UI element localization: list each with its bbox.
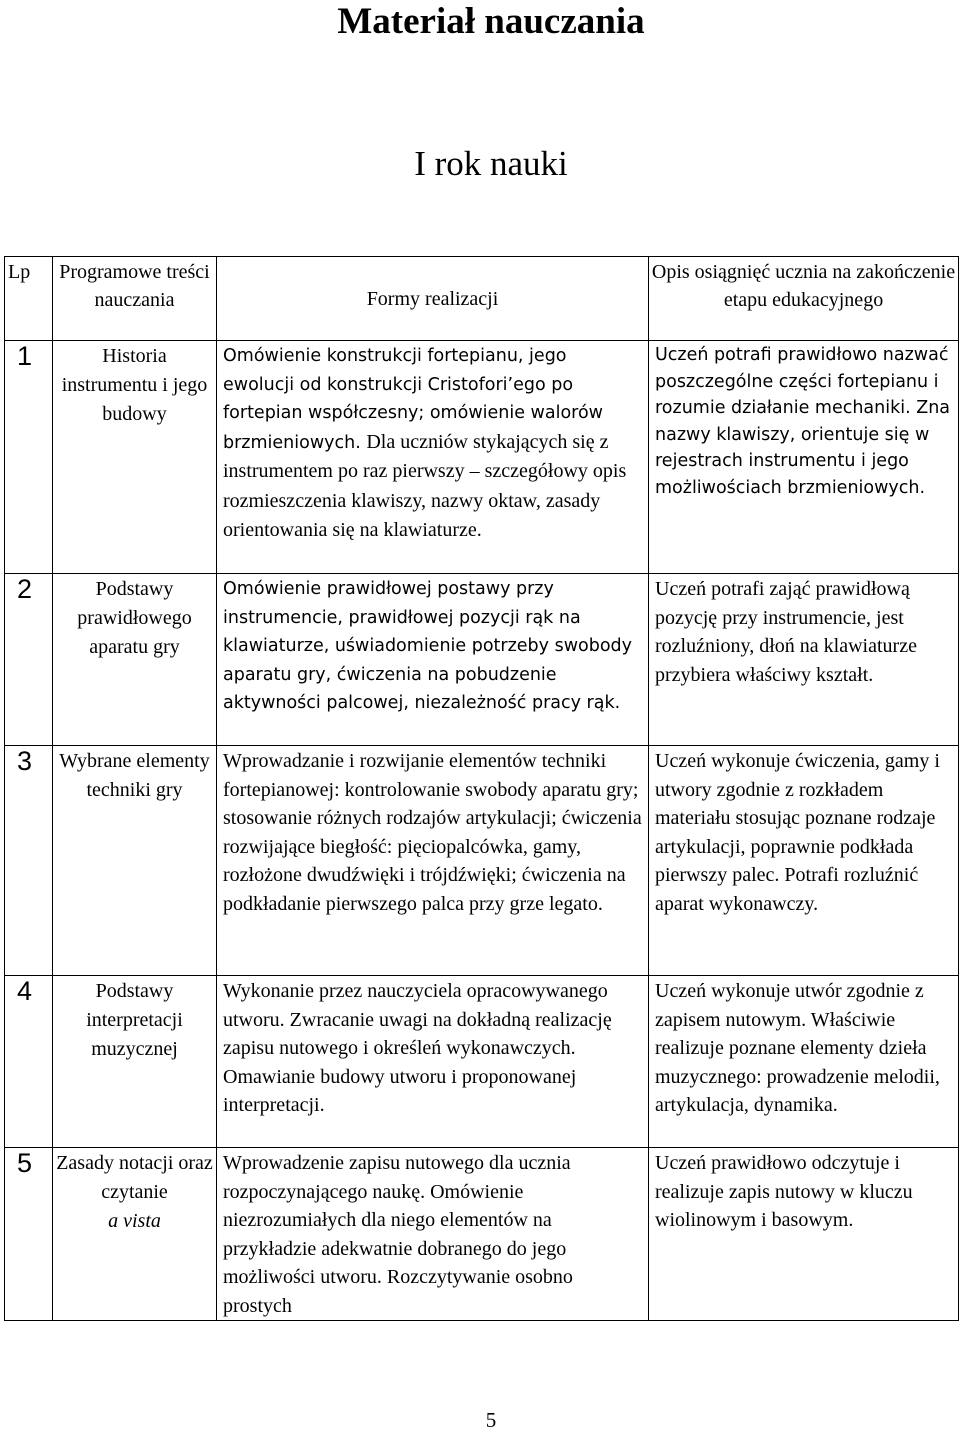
row-forms: Wprowadzanie i rozwijanie elementów techniki fortepianowej: kontrolowanie swobody aparatu gry; stosowanie różnych rodzajów artykulacji; ćwiczenia rozwijające biegłość: pięciopalcówka, gamy, rozłożone dwudźwięki i trójdźwięki; ćwiczenia na podkładanie pierwszego palca przy grze legato. <box>217 746 649 976</box>
page-number: 5 <box>485 1408 497 1432</box>
header-program-content: Programowe treści nauczania <box>53 257 217 341</box>
row-outcome: Uczeń potrafi zająć prawidłową pozycję przy instrumencie, jest rozluźniony, dłoń na klawiaturze przybiera właściwy kształt. <box>649 574 959 746</box>
header-forms: Formy realizacji <box>217 257 649 341</box>
document-subtitle: I rok nauki <box>414 144 568 183</box>
row-forms-part-b: Dla uczniów stykających się z instrumentem po raz pierwszy – szczegółowy opis rozmieszczenia klawiszy, nazwy oktaw, zasady orientowania się na klawiaturze. <box>223 430 627 541</box>
row-topic: Historia instrumentu i jego budowy <box>53 341 217 574</box>
row-forms <box>217 341 649 574</box>
row-forms: Omówienie prawidłowej postawy przy instrumencie, prawidłowej pozycji rąk na klawiaturze, uświadomienie potrzeby swobody aparatu gry, ćwiczenia na pobudzenie aktywności palcowej, niezależność pracy rąk. <box>217 574 649 746</box>
table-row <box>5 1148 959 1321</box>
row-forms: Wprowadzenie zapisu nutowego dla ucznia rozpoczynającego naukę. Omówienie niezrozumiałych dla niego elementów na przykładzie adekwatnie dobranego do jego możliwości utworu. Rozczytywanie osobno prostych <box>217 1148 649 1321</box>
table-row <box>5 746 959 976</box>
row-forms: Wykonanie przez nauczyciela opracowywanego utworu. Zwracanie uwagi na dokładną realizację zapisu nutowego i określeń wykonawczych. Omawianie budowy utworu i proponowanej interpretacji. <box>217 976 649 1148</box>
table-row <box>5 976 959 1148</box>
row-number: 4 <box>5 976 53 1148</box>
row-outcome: Uczeń prawidłowo odczytuje i realizuje zapis nutowy w kluczu wiolinowym i basowym. <box>649 1148 959 1321</box>
row-number: 3 <box>5 746 53 976</box>
row-topic <box>53 1148 217 1321</box>
row-outcome: Uczeń wykonuje ćwiczenia, gamy i utwory zgodnie z rozkładem materiału stosując poznane rodzaje artykulacji, poprawnie podkłada pierwszy palec. Potrafi rozluźnić aparat wykonawczy. <box>649 746 959 976</box>
row-outcome: Uczeń potrafi prawidłowo nazwać poszczególne części fortepianu i rozumie działanie mechaniki. Zna nazwy klawiszy, orientuje się w rejestrach instrumentu i jego możliwościach brzmieniowych. <box>649 341 959 574</box>
table-row <box>5 574 959 746</box>
row-topic-italic: a vista <box>108 1210 161 1232</box>
row-number: 2 <box>5 574 53 746</box>
row-topic: Wybrane elementy techniki gry <box>53 746 217 976</box>
table-row <box>5 341 959 574</box>
row-topic: Podstawy interpretacji muzycznej <box>53 976 217 1148</box>
row-topic: Podstawy prawidłowego aparatu gry <box>53 574 217 746</box>
table-header-row <box>5 257 959 341</box>
header-lp: Lp <box>5 257 53 341</box>
header-outcomes: Opis osiągnięć ucznia na zakończenie etapu edukacyjnego <box>649 257 959 341</box>
row-outcome: Uczeń wykonuje utwór zgodnie z zapisem nutowym. Właściwie realizuje poznane elementy dzieła muzycznego: prowadzenie melodii, artykulacja, dynamika. <box>649 976 959 1148</box>
row-number: 5 <box>5 1148 53 1321</box>
row-topic-text: Zasady notacji oraz czytanie <box>56 1152 213 1203</box>
curriculum-table <box>4 256 959 1321</box>
row-number: 1 <box>5 341 53 574</box>
document-title: Materiał nauczania <box>337 1 645 42</box>
row-forms-part-a: Omówienie konstrukcji fortepianu, jego ewolucji od konstrukcji Cristofori’ego po fortepian współczesny; omówienie walorów brzmieniowych. <box>223 346 603 453</box>
